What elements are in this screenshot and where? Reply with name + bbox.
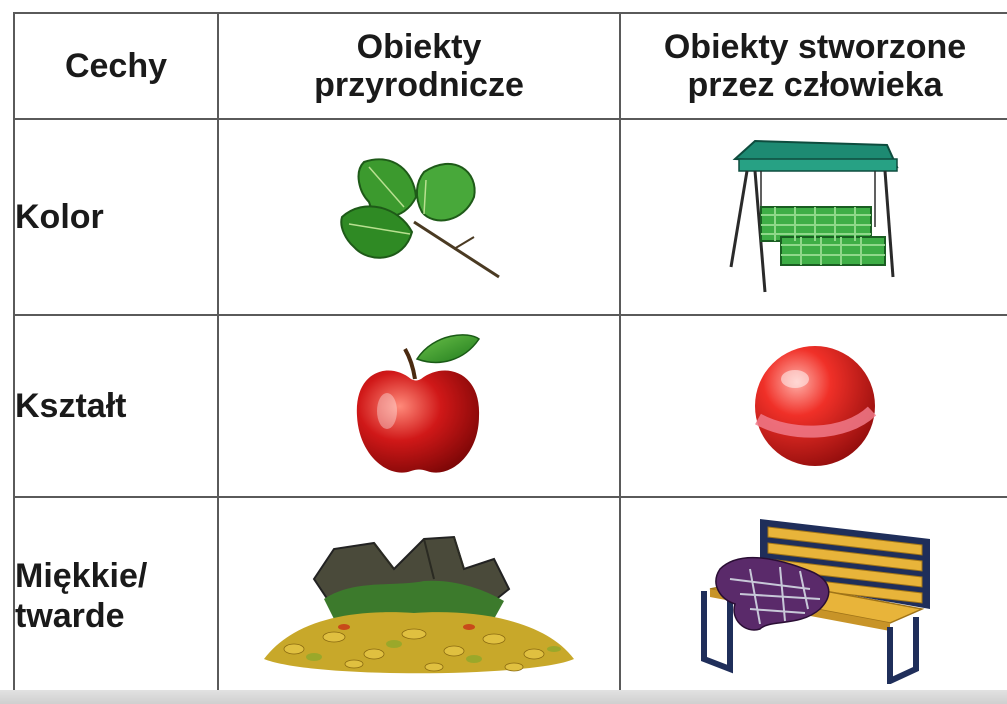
row-soft-hard	[14, 497, 1007, 695]
row-shape	[14, 315, 1007, 497]
row-color	[14, 119, 1007, 315]
row-label-soft-hard	[14, 497, 218, 695]
red-ball-icon	[750, 341, 880, 471]
header-manmade-line-2: przez człowieka	[687, 66, 943, 104]
header-manmade-objects	[620, 13, 1007, 119]
cell-soft-hard-natural	[218, 497, 620, 695]
cell-color-natural	[218, 119, 620, 315]
header-natural-objects	[218, 13, 620, 119]
header-natural-line-1: Obiekty	[356, 28, 482, 66]
green-leaves-icon	[334, 152, 504, 282]
cell-color-manmade	[620, 119, 1007, 315]
cell-soft-hard-manmade	[620, 497, 1007, 695]
row-label-soft-hard-line-2: twarde	[15, 597, 125, 635]
page-bottom-edge	[0, 690, 1007, 704]
header-features	[14, 13, 218, 119]
header-features-text: Cechy	[64, 47, 168, 85]
row-label-shape	[14, 315, 218, 497]
features-table	[13, 12, 1007, 696]
cell-shape-manmade	[620, 315, 1007, 497]
bench-with-scarf-icon	[690, 509, 940, 684]
red-apple-icon	[349, 331, 489, 481]
header-row	[14, 13, 1007, 119]
cell-shape-natural	[218, 315, 620, 497]
header-natural-line-2: przyrodnicze	[314, 66, 524, 104]
header-manmade-line-1: Obiekty stworzone	[663, 28, 967, 66]
row-label-shape-text: Kształt	[15, 387, 127, 425]
rocks-and-leaves-icon	[254, 509, 584, 684]
garden-swing-icon	[725, 137, 905, 297]
row-label-soft-hard-line-1: Miękkie/	[15, 557, 148, 595]
row-label-color	[14, 119, 218, 315]
row-label-color-text: Kolor	[15, 198, 104, 236]
